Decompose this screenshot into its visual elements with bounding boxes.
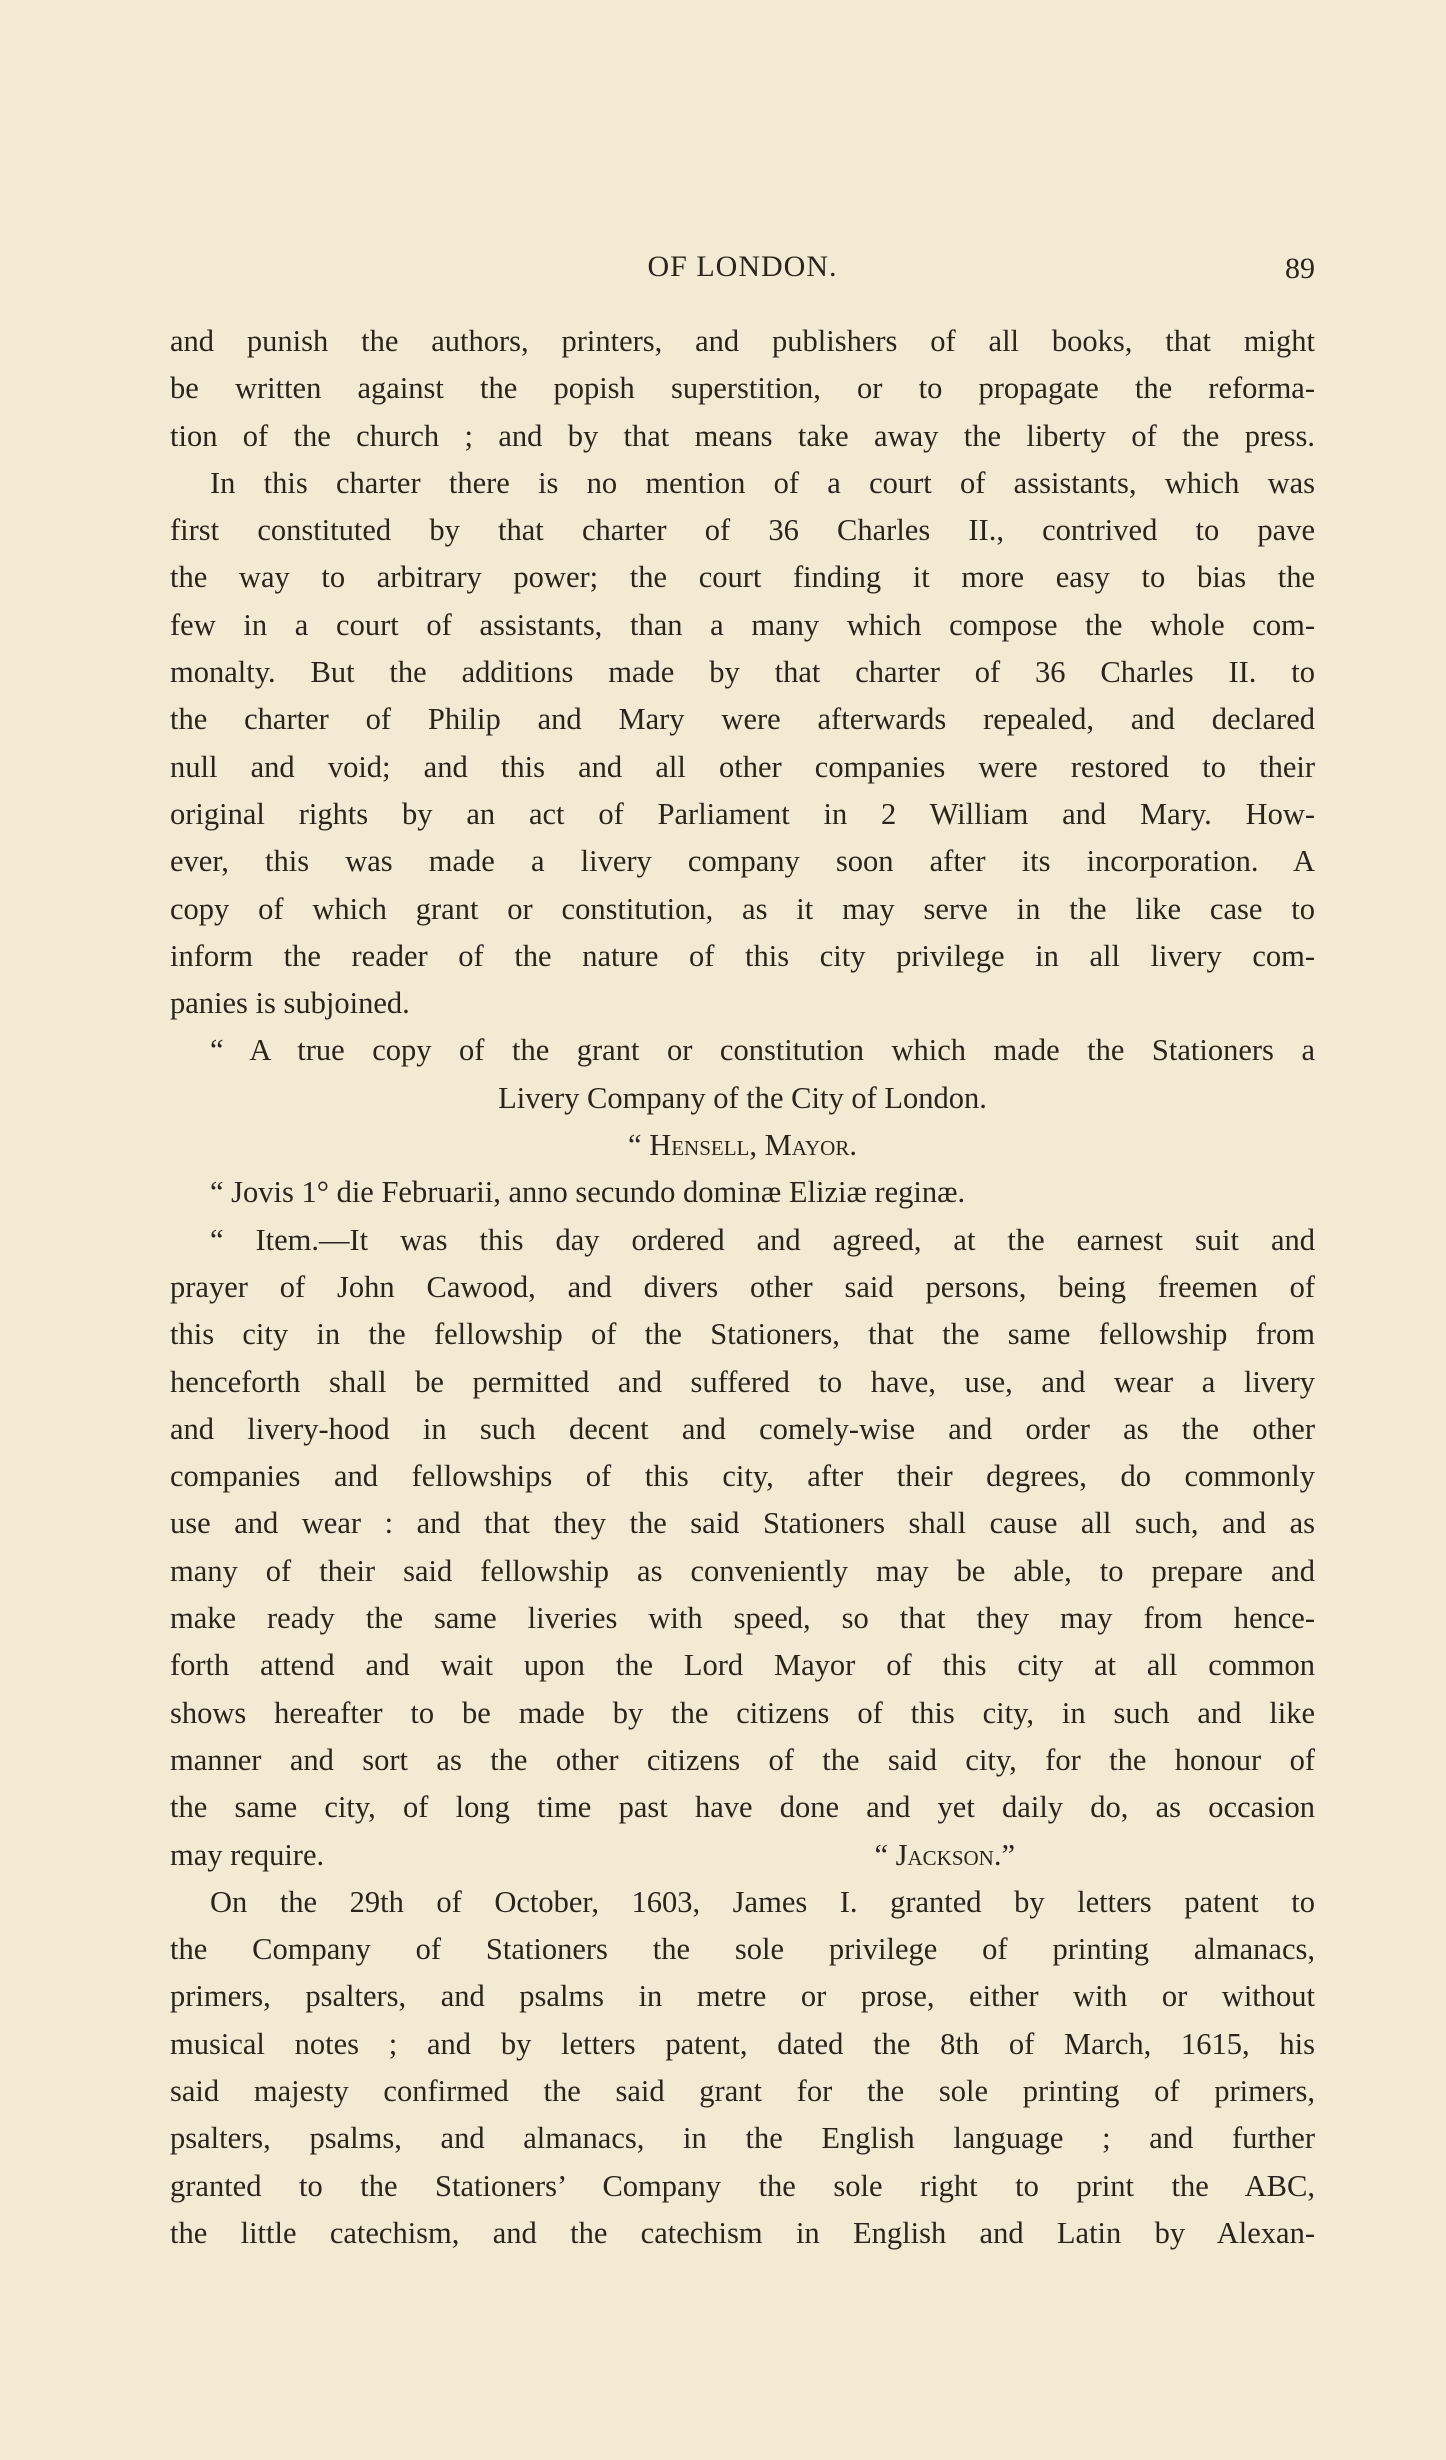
text-line: the same city, of long time past have done and yet daily do, as occasion [170, 1790, 1315, 1825]
running-head: OF LONDON. [647, 250, 838, 283]
text-line: monalty. But the additions made by that charter of 36 Charles II. to [170, 655, 1315, 690]
text-line: In this charter there is no mention of a court of assistants, which was [210, 465, 1315, 500]
signed-line-left: may require. [170, 1837, 325, 1872]
text-line: null and void; and this and all other companies were restored to their [170, 749, 1315, 784]
text-line: few in a court of assistants, than a many which compose the whole com- [170, 607, 1315, 642]
text-line: Livery Company of the City of London. [498, 1080, 987, 1115]
text-line: the little catechism, and the catechism in English and Latin by Alexan- [170, 2215, 1315, 2250]
signature-jackson: “ Jackson.” [874, 1837, 1015, 1872]
text-line: original rights by an act of Parliament in 2 William and Mary. How- [170, 796, 1315, 831]
text-line: copy of which grant or constitution, as it may serve in the like case to [170, 891, 1315, 926]
text-line: shows hereafter to be made by the citizens of this city, in such and like [170, 1695, 1315, 1730]
text-line: ever, this was made a livery company soon after its incorporation. A [170, 844, 1315, 879]
text-line: manner and sort as the other citizens of the said city, for the honour of [170, 1742, 1315, 1777]
text-line: said majesty confirmed the said grant for the sole printing of primers, [170, 2073, 1315, 2108]
text-line: many of their said fellowship as conveniently may be able, to prepare and [170, 1553, 1315, 1588]
text-line: forth attend and wait upon the Lord Mayor of this city at all common [170, 1648, 1315, 1683]
text-line: “ Jovis 1° die Februarii, anno secundo dominæ Eliziæ reginæ. [210, 1175, 966, 1210]
text-line: “ Hensell, Mayor. [628, 1128, 857, 1163]
text-line: “ Item.—It was this day ordered and agreed, at the earnest suit and [210, 1222, 1315, 1257]
text-line: the Company of Stationers the sole privilege of printing almanacs, [170, 1932, 1315, 1967]
text-block-main [170, 318, 1315, 1832]
text-line: tion of the church ; and by that means take away the liberty of the press. [170, 418, 1315, 453]
text-line: “ A true copy of the grant or constitution which made the Stationers a [210, 1033, 1315, 1068]
signed-line [170, 1832, 1315, 1879]
text-line: and livery-hood in such decent and comely-wise and order as the other [170, 1411, 1315, 1446]
text-line: and punish the authors, printers, and publishers of all books, that might [170, 324, 1315, 358]
text-block-after [170, 1879, 1315, 2257]
text-line: granted to the Stationers’ Company the sole right to print the ABC, [170, 2168, 1315, 2203]
text-line: panies is subjoined. [170, 986, 410, 1021]
body-text [170, 318, 1315, 2257]
text-line: the way to arbitrary power; the court finding it more easy to bias the [170, 560, 1315, 595]
text-line: On the 29th of October, 1603, James I. granted by letters patent to [210, 1884, 1315, 1919]
text-line: primers, psalters, and psalms in metre or prose, either with or without [170, 1979, 1315, 2014]
text-line: first constituted by that charter of 36 Charles II., contrived to pave [170, 513, 1315, 548]
text-line: musical notes ; and by letters patent, dated the 8th of March, 1615, his [170, 2026, 1315, 2061]
text-line: prayer of John Cawood, and divers other said persons, being freemen of [170, 1269, 1315, 1304]
text-line: inform the reader of the nature of this city privilege in all livery com- [170, 938, 1315, 973]
text-line: this city in the fellowship of the Stationers, that the same fellowship from [170, 1317, 1315, 1352]
text-line: psalters, psalms, and almanacs, in the English language ; and further [170, 2121, 1315, 2156]
text-line: the charter of Philip and Mary were afterwards repealed, and declared [170, 702, 1315, 737]
text-line: use and wear : and that they the said Stationers shall cause all such, and as [170, 1506, 1315, 1541]
page-header [170, 250, 1315, 290]
text-line: be written against the popish superstition, or to propagate the reforma- [170, 371, 1315, 406]
page-number: 89 [1285, 252, 1315, 285]
text-line: henceforth shall be permitted and suffered to have, use, and wear a livery [170, 1364, 1315, 1399]
text-line: companies and fellowships of this city, after their degrees, do commonly [170, 1459, 1315, 1494]
text-line: make ready the same liveries with speed, so that they may from hence- [170, 1601, 1315, 1636]
